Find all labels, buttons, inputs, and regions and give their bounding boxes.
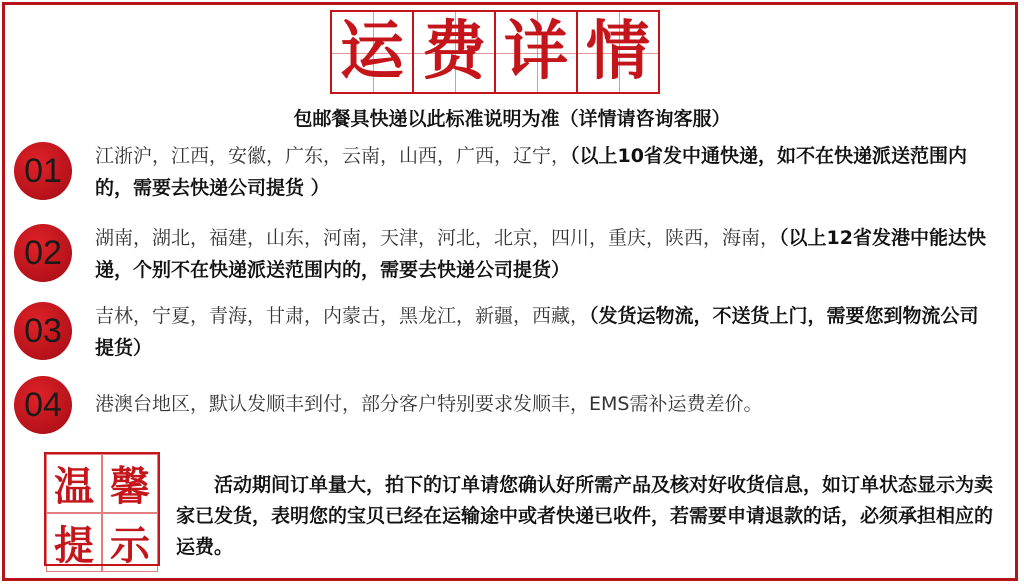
region-text: [95, 300, 995, 364]
tip-char: 提: [46, 513, 102, 572]
region-provinces: 吉林，宁夏，青海，甘肃，内蒙古，黑龙江，新疆，西藏，: [95, 305, 590, 327]
title-char: 运: [340, 14, 404, 89]
number-badge: 01: [14, 142, 72, 200]
title-cell: [330, 10, 414, 94]
region-note: （以上10省发中通快递，如不在快递派送范围内的，需要去快递公司提货 ）: [95, 145, 967, 199]
page-title: [330, 10, 666, 94]
region-provinces: 江浙沪，江西，安徽，广东，云南，山西，广西，辽宁，: [95, 145, 571, 167]
title-char: 情: [586, 14, 650, 89]
region-note: （发货运物流，不送货上门，需要您到物流公司提货）: [95, 305, 979, 359]
title-cell: [412, 10, 496, 94]
number-badge: 02: [14, 224, 72, 282]
title-char: 详: [504, 14, 568, 89]
region-note: （以上12省发港中能达快递，个别不在快递派送范围内的，需要去快递公司提货）: [95, 227, 986, 281]
region-text: [95, 388, 995, 420]
notice-text: 活动期间订单量大，拍下的订单请您确认好所需产品及核对好收货信息，如订单状态显示为卖家已发货，表明您的宝贝已经在运输途中或者快递已收件，若需要申请退款的话，必须承担相应的运费。: [176, 474, 994, 558]
title-char: 费: [422, 14, 486, 89]
tip-char: 示: [102, 513, 158, 572]
tip-char: 温: [46, 454, 102, 513]
region-provinces: 港澳台地区，默认发顺丰到付，部分客户特别要求发顺丰，EMS需补运费差价。: [95, 393, 763, 415]
subtitle: 包邮餐具快递以此标准说明为准（详情请咨询客服）: [293, 108, 731, 130]
title-cell: [494, 10, 578, 94]
number-badge: 04: [14, 376, 72, 434]
number-badge: 03: [14, 302, 72, 360]
region-text: [95, 140, 995, 204]
title-cell: [576, 10, 660, 94]
region-provinces: 湖南，湖北，福建，山东，河南，天津，河北，北京，四川，重庆，陕西，海南，: [95, 227, 780, 249]
tip-char: 馨: [102, 454, 158, 513]
warm-tip-stamp: [44, 452, 160, 569]
region-text: [95, 222, 995, 286]
